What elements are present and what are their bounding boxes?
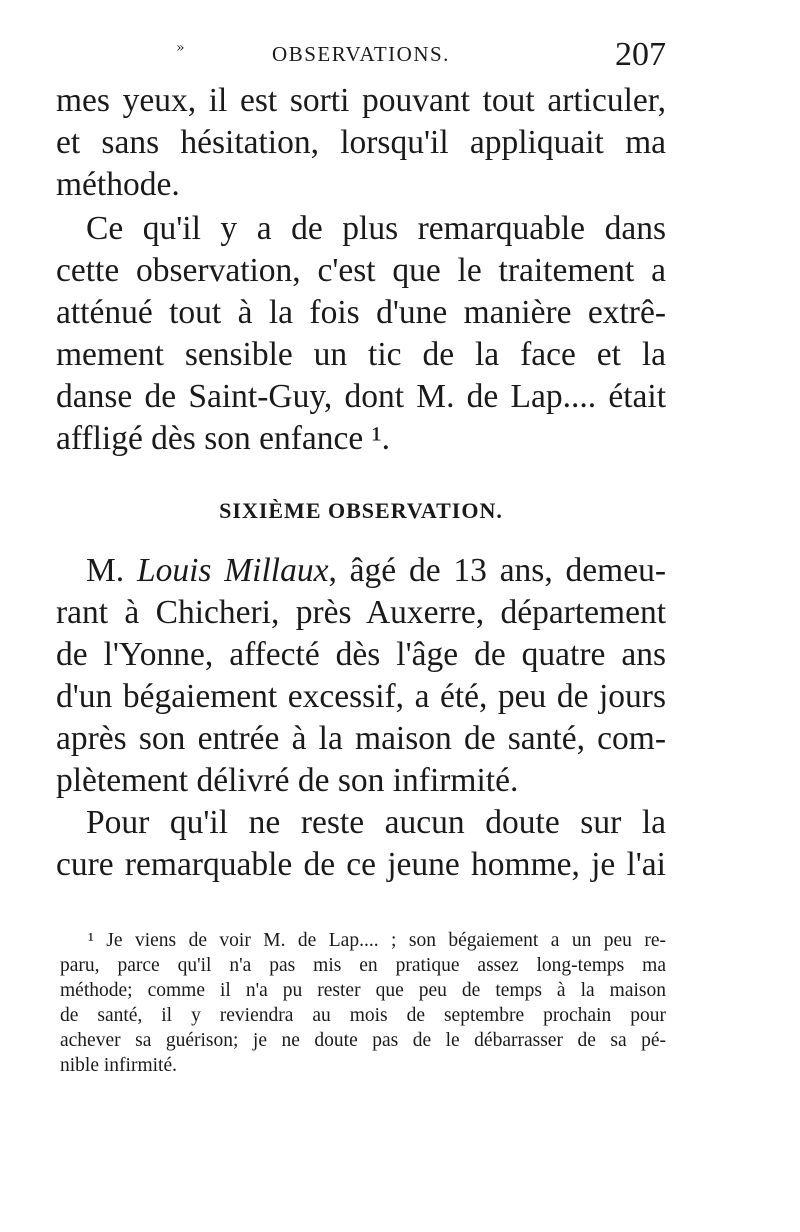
footnote xyxy=(60,928,666,1078)
text-line: d'un bégaiement excessif, a été, peu de jours xyxy=(56,678,666,715)
footnote-line: nible infirmité. xyxy=(60,1055,177,1076)
person-name: Louis Millaux xyxy=(136,552,329,589)
text-line: après son entrée à la maison de santé, com- xyxy=(56,720,666,757)
text-line: et sans hésitation, lorsqu'il appliquait ma xyxy=(56,124,666,161)
text-fragment: , âgé de 13 ans, demeu- xyxy=(328,552,666,589)
paragraph-2 xyxy=(56,208,666,460)
text-line: plètement délivré de son infirmité. xyxy=(56,762,519,799)
header-mark: » xyxy=(176,40,185,56)
text-line: Ce qu'il y a de plus remarquable dans xyxy=(86,210,666,247)
text-line: méthode. xyxy=(56,166,180,203)
body-text xyxy=(56,80,666,886)
running-header xyxy=(56,32,666,82)
running-title: OBSERVATIONS. xyxy=(272,42,450,66)
paragraph-1 xyxy=(56,80,666,206)
text-line: rant à Chicheri, près Auxerre, département xyxy=(56,594,666,631)
text-line: danse de Saint-Guy, dont M. de Lap.... était xyxy=(56,378,666,415)
text-line: cure remarquable de ce jeune homme, je l'ai xyxy=(56,846,666,883)
text-line: de l'Yonne, affecté dès l'âge de quatre ans xyxy=(56,636,666,673)
footnote-line: méthode; comme il n'a pu rester que peu de temps à la maison xyxy=(60,980,666,1001)
section-title: SIXIÈME OBSERVATION. xyxy=(219,498,503,523)
footnote-line: achever sa guérison; je ne doute pas de le débarrasser de sa pé- xyxy=(60,1030,666,1051)
text-line: atténué tout à la fois d'une manière extrê- xyxy=(56,294,666,331)
paragraph-3 xyxy=(56,550,666,802)
text-line: cette observation, c'est que le traitement a xyxy=(56,252,666,289)
text-line: mes yeux, il est sorti pouvant tout articuler, xyxy=(56,82,666,119)
footnote-line: paru, parce qu'il n'a pas mis en pratique assez long-temps ma xyxy=(60,955,666,976)
footnote-line: ¹ Je viens de voir M. de Lap.... ; son bégaiement a un peu re- xyxy=(88,930,666,951)
footnote-line: de santé, il y reviendra au mois de septembre prochain pour xyxy=(60,1005,666,1026)
text-line xyxy=(56,550,666,592)
footnote-ref-line: affligé dès son enfance ¹. xyxy=(56,420,391,457)
text-line: Pour qu'il ne reste aucun doute sur la xyxy=(86,804,666,841)
text-fragment: M. xyxy=(86,552,137,589)
paragraph-4 xyxy=(56,802,666,886)
text-line: mement sensible un tic de la face et la xyxy=(56,336,666,373)
page-number: 207 xyxy=(615,36,666,73)
